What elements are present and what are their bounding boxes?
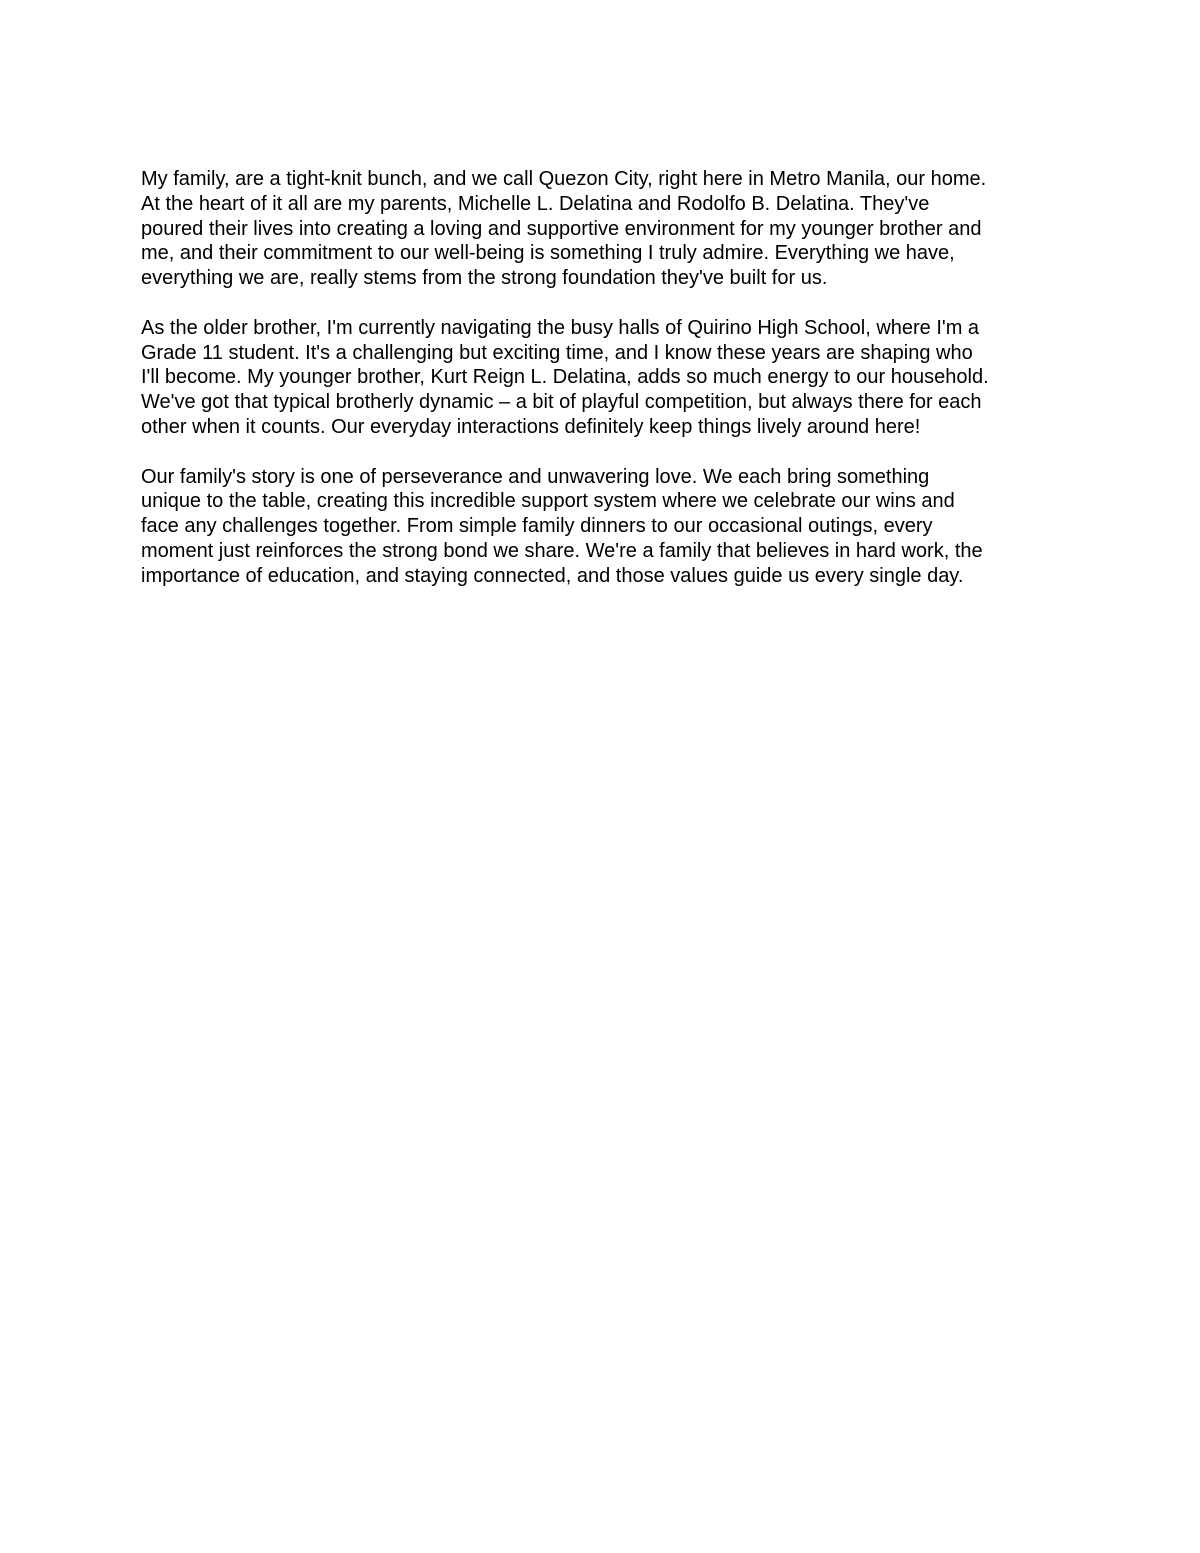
paragraph-spacer bbox=[141, 291, 1071, 316]
paragraph-family-story bbox=[141, 465, 1071, 589]
document-body bbox=[141, 167, 1071, 589]
text-line: My family, are a tight-knit bunch, and we call Quezon City, right here in Metro Manila, our home. bbox=[141, 168, 987, 190]
text-line: I'll become. My younger brother, Kurt Reign L. Delatina, adds so much energy to our household. bbox=[141, 366, 989, 389]
paragraph-spacer bbox=[141, 440, 1071, 465]
text-line: At the heart of it all are my parents, Michelle L. Delatina and Rodolfo B. Delatina. They've bbox=[141, 192, 930, 215]
paragraph-family-intro bbox=[141, 167, 1071, 291]
text-line: As the older brother, I'm currently navigating the busy halls of Quirino High School, where I'm a bbox=[141, 316, 980, 339]
text-line: Grade 11 student. It's a challenging but exciting time, and I know these years are shaping who bbox=[141, 341, 973, 364]
text-line: other when it counts. Our everyday interactions definitely keep things lively around here! bbox=[141, 415, 921, 438]
text-line: We've got that typical brotherly dynamic – a bit of playful competition, but always there for each bbox=[141, 391, 982, 414]
text-line: moment just reinforces the strong bond we share. We're a family that believes in hard work, the bbox=[141, 539, 983, 562]
text-line: Our family's story is one of perseverance and unwavering love. We each bring something bbox=[141, 465, 930, 488]
text-line: importance of education, and staying connected, and those values guide us every single day. bbox=[141, 564, 964, 587]
text-line: poured their lives into creating a loving and supportive environment for my younger brother and bbox=[141, 217, 982, 240]
text-line: face any challenges together. From simple family dinners to our occasional outings, every bbox=[141, 515, 933, 538]
text-line: unique to the table, creating this incredible support system where we celebrate our wins and bbox=[141, 490, 955, 513]
paragraph-older-brother bbox=[141, 316, 1071, 440]
text-line: everything we are, really stems from the strong foundation they've built for us. bbox=[141, 267, 828, 290]
text-line: me, and their commitment to our well-being is something I truly admire. Everything we have, bbox=[141, 242, 955, 265]
